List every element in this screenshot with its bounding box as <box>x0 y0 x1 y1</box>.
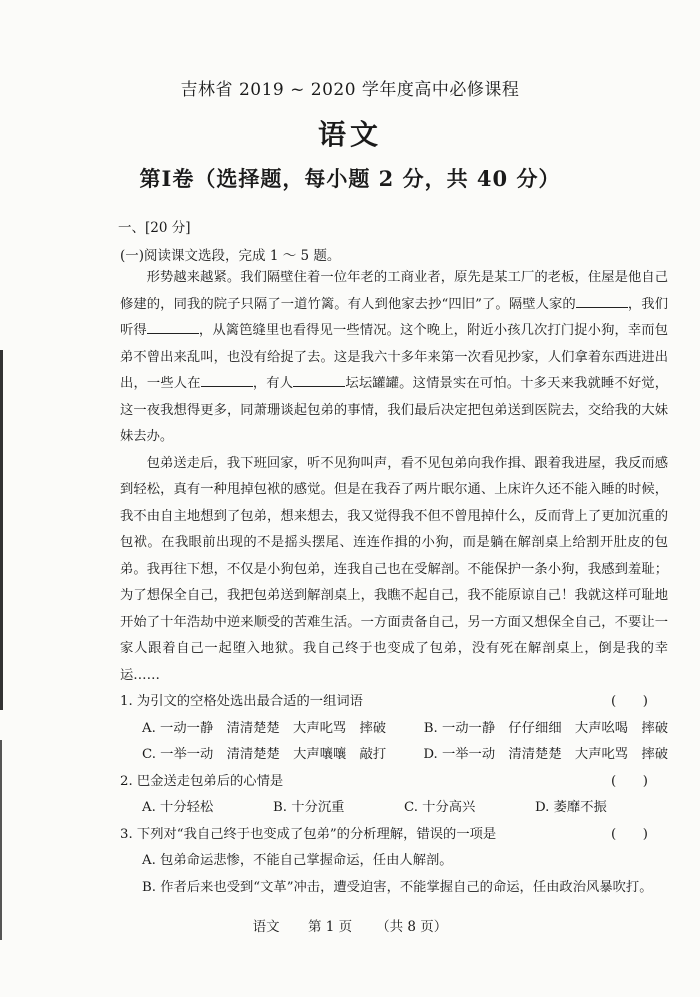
page-footer <box>0 915 700 935</box>
option-c: C. 一举一动 清清楚楚 大声嚷嚷 敲打 <box>142 747 387 762</box>
question-stem: 2. 巴金送走包弟后的心情是 <box>120 773 284 789</box>
question-2 <box>120 769 668 796</box>
subject-title: 语文 <box>317 118 382 151</box>
option-a: A. 包弟命运悲惨，不能自己掌握命运，任由人解剖。 <box>142 853 453 868</box>
question-1-options-row-1 <box>120 716 668 743</box>
blank-4 <box>293 372 345 387</box>
passage-paragraph-1: 形势越来越紧。我们隔壁住着一位年老的工商业者，原先是某工厂的老板，住屋是他自己修建的，同我的院子只隔了一道竹篱。有人到他家去抄“四旧”了。隔壁人家的 ，我们听得 ，从篱笆缝里也看得见一些情况。这个晚上，附近小孩几次打门捉小狗，幸而包弟不曾出来乱叫，也没有给捉了去。这是我六十多年来第一次看见抄家，人们拿着东西进进出出，一些人在 ，有人 坛坛罐罐。这情景实在可怕。十多天来我就睡不好觉，这一夜我想得更多，同萧珊谈起包弟的事情，我们最后决定把包弟送到医院去，交给我的大妹妹去办。 <box>120 270 669 444</box>
section-heading: 一、[20 分] <box>118 220 191 236</box>
option-a: A. 十分轻松 <box>142 800 214 815</box>
answer-paren: ( ) <box>611 826 648 842</box>
question-stem: 1. 为引文的空格处选出最合适的一组词语 <box>120 694 363 709</box>
passage-paragraph-2: 包弟送走后，我下班回家，听不见狗叫声，看不见包弟向我作揖、跟着我进屋，我反而感到轻松，真有一种甩掉包袱的感觉。但是在我吞了两片眠尔通、上床许久还不能入睡的时候，我不由自主地想到了包弟，想来想去，我又觉得我不但不曾甩掉什么，反而背上了更加沉重的包袱。在我眼前出现的不是摇头摆尾、连连作揖的小狗，而是躺在解剖桌上给割开肚皮的包弟。我再往下想，不仅是小狗包弟，连我自己也在受解剖。不能保护一条小狗，我感到羞耻；为了想保全自己，我把包弟送到解剖桌上，我瞧不起自己，我不能原谅自己！我就这样可耻地开始了十年浩劫中逆来顺受的苦难生活。一方面责备自己，另一方面又想保全自己，不要让一家人跟着自己一起堕入地狱。我自己终于也变成了包弟，没有死在解剖桌上，倒是我的幸运…… <box>120 455 668 683</box>
footer-total-pages: （共 8 页） <box>376 919 448 935</box>
option-b: B. 一动一静 仔仔细细 大声吆喝 摔破 <box>423 720 668 736</box>
answer-paren: ( ) <box>611 694 648 709</box>
question-3 <box>120 822 668 849</box>
question-1-options-row-2 <box>120 742 668 769</box>
option-b: B. 十分沉重 <box>273 800 345 815</box>
footer-page-number: 第 1 页 <box>307 919 353 935</box>
scan-edge-shadow-lower <box>0 740 2 940</box>
volume-title: 第Ⅰ卷（选择题，每小题 2 分，共 40 分） <box>139 166 561 191</box>
option-d: D. 萎靡不振 <box>535 800 607 815</box>
option-a: A. 一动一静 清清楚楚 大声叱骂 摔破 <box>142 720 387 736</box>
answer-paren: ( ) <box>611 773 648 789</box>
question-1 <box>120 689 668 716</box>
footer-subject: 语文 <box>252 919 280 935</box>
option-d: D. 一举一动 清清楚楚 大声叱骂 摔破 <box>423 747 668 762</box>
blank-3 <box>201 372 253 387</box>
exam-title: 吉林省 2019 ~ 2020 学年度高中必修课程 <box>180 80 520 100</box>
scan-edge-shadow <box>0 350 3 710</box>
section-instruction: (一)阅读课文选段，完成 1 ～ 5 题。 <box>120 248 341 264</box>
passage-and-questions <box>120 265 668 901</box>
blank-2 <box>147 319 199 334</box>
blank-1 <box>576 293 628 308</box>
option-c: C. 十分高兴 <box>404 800 476 815</box>
question-2-options <box>120 795 668 822</box>
option-b: B. 作者后来也受到“文革”冲击，遭受迫害，不能掌握自己的命运，任由政治风暴吹打。 <box>142 879 653 895</box>
question-stem: 3. 下列对“我自己终于也变成了包弟”的分析理解，错误的一项是 <box>120 826 497 842</box>
